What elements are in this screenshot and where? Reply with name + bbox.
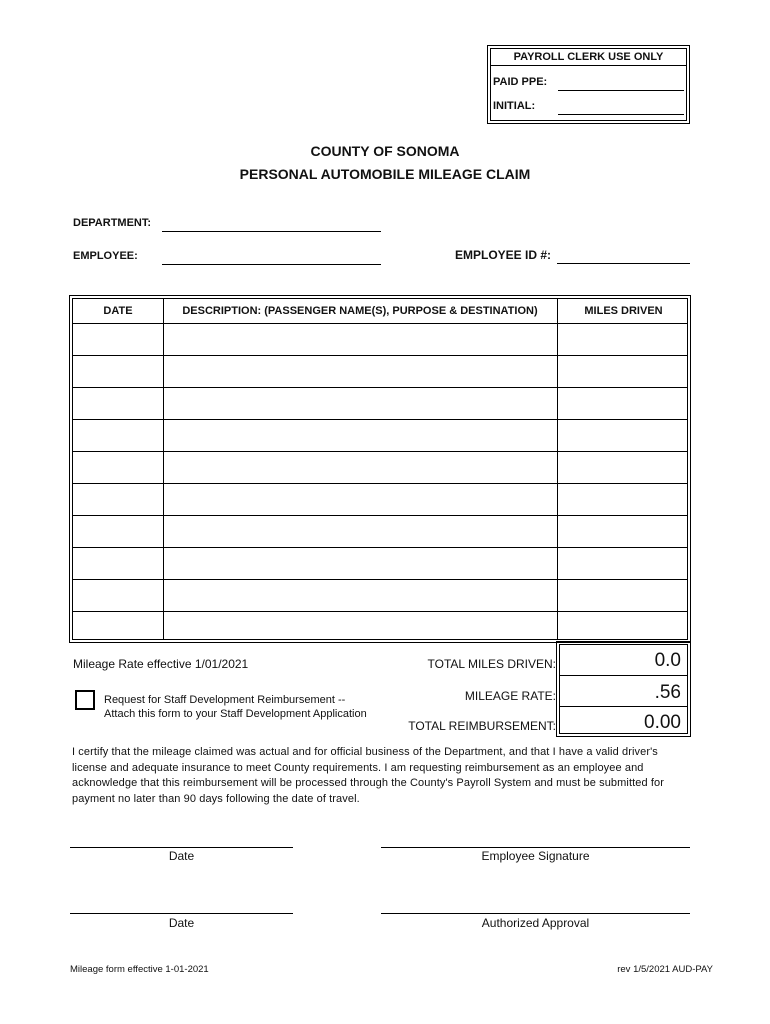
employee-id-label: EMPLOYEE ID #: — [455, 248, 552, 262]
payroll-clerk-header: PAYROLL CLERK USE ONLY — [491, 49, 686, 66]
table-row-divider — [73, 579, 687, 580]
mileage-rate-value[interactable]: .56 — [654, 682, 681, 703]
table-row-divider — [73, 451, 687, 452]
column-divider — [557, 299, 558, 639]
description-column-header: DESCRIPTION: (PASSENGER NAME(S), PURPOSE & DESTINATION) — [182, 305, 538, 317]
payroll-clerk-inner — [490, 48, 687, 121]
totals-box — [556, 641, 691, 737]
table-row-divider — [73, 515, 687, 516]
table-row-divider — [73, 419, 687, 420]
table-row-divider — [73, 483, 687, 484]
table-row-divider — [73, 547, 687, 548]
total-reimbursement-label: TOTAL REIMBURSEMENT: — [408, 719, 556, 733]
employee-label: EMPLOYEE: — [73, 250, 138, 262]
totals-divider — [560, 675, 687, 676]
employee-id-field[interactable] — [557, 263, 690, 264]
totals-divider — [560, 706, 687, 707]
mileage-rate-effective: Mileage Rate effective 1/01/2021 — [73, 657, 249, 671]
initial-field[interactable] — [558, 114, 684, 115]
approval-date-label: Date — [168, 916, 195, 930]
authorized-approval-label: Authorized Approval — [481, 916, 590, 930]
column-divider — [163, 299, 164, 639]
footer-effective-note: Mileage form effective 1-01-2021 — [70, 964, 209, 975]
mileage-table — [69, 295, 691, 643]
totals-inner — [559, 644, 688, 734]
employee-signature-line[interactable] — [381, 847, 690, 848]
paid-ppe-label: PAID PPE: — [493, 76, 548, 88]
total-reimbursement-value[interactable]: 0.00 — [644, 712, 681, 733]
authorized-approval-line[interactable] — [381, 913, 690, 914]
table-row-divider — [73, 387, 687, 388]
staff-development-line2: Attach this form to your Staff Development Application — [104, 708, 367, 720]
staff-development-line1: Request for Staff Development Reimbursement -- — [104, 694, 346, 706]
table-row-divider — [73, 611, 687, 612]
payroll-clerk-box — [487, 45, 690, 124]
initial-label: INITIAL: — [493, 100, 536, 112]
total-miles-value[interactable]: 0.0 — [654, 650, 681, 671]
mileage-table-inner — [72, 298, 688, 640]
date-column-header: DATE — [103, 305, 133, 317]
table-row-divider — [73, 355, 687, 356]
form-title-county: COUNTY OF SONOMA — [310, 143, 460, 159]
total-miles-label: TOTAL MILES DRIVEN: — [427, 657, 556, 671]
department-label: DEPARTMENT: — [73, 217, 152, 229]
department-field[interactable] — [162, 231, 381, 232]
paid-ppe-field[interactable] — [558, 90, 684, 91]
staff-development-checkbox[interactable] — [75, 690, 95, 710]
employee-field[interactable] — [162, 264, 381, 265]
certification-statement: I certify that the mileage claimed was actual and for official business of the Department, and that I have a valid driver's license and adequate insurance to meet County requirements. I am requesting reimbursement as an employee and acknowledge that this reimbursement will be processed through the County's Payroll System and must be submitted for payment no later than 90 days following the date of travel. — [72, 746, 664, 805]
approval-date-line[interactable] — [70, 913, 293, 914]
date-label: Date — [168, 849, 195, 863]
date-signature-line[interactable] — [70, 847, 293, 848]
employee-signature-label: Employee Signature — [481, 849, 590, 863]
footer-revision-note: rev 1/5/2021 AUD-PAY — [617, 964, 713, 975]
table-row-divider — [73, 323, 687, 324]
form-title-claim: PERSONAL AUTOMOBILE MILEAGE CLAIM — [239, 166, 531, 182]
miles-column-header: MILES DRIVEN — [584, 305, 663, 317]
mileage-rate-label: MILEAGE RATE: — [464, 689, 556, 703]
